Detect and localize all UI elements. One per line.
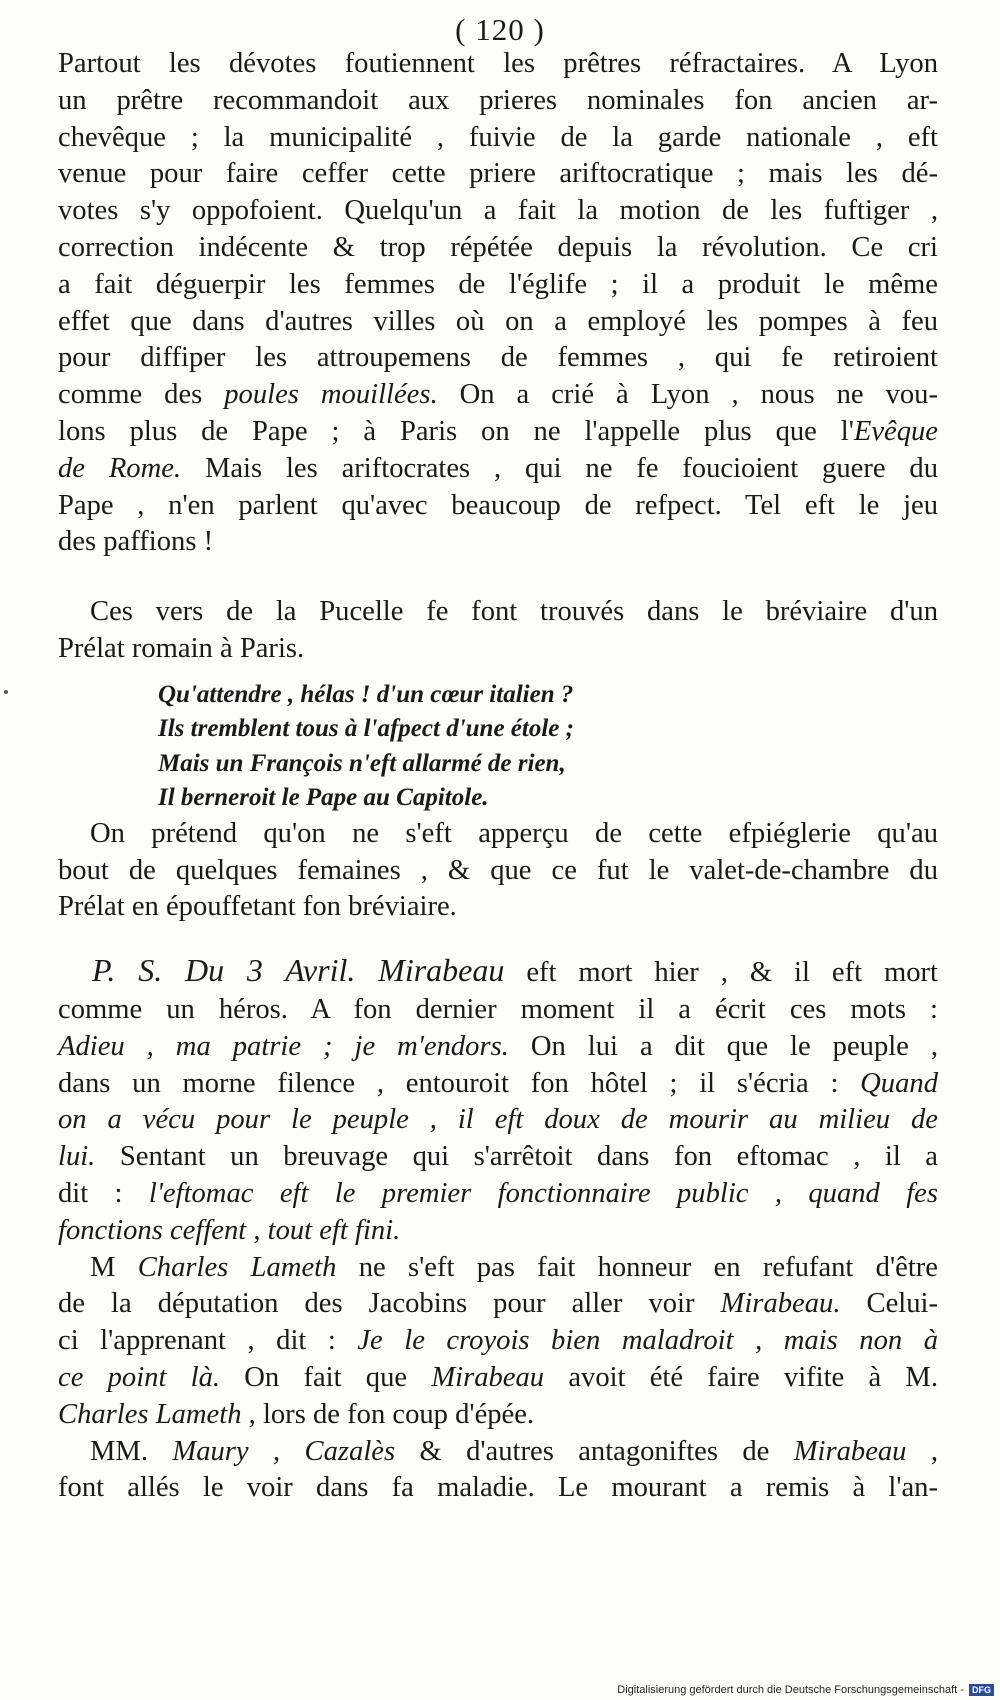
text-run: ci l'apprenant , dit : [58,1325,358,1357]
page-body [58,46,938,1507]
text-line [58,1360,938,1397]
verse-line: Il berneroit le Pape au Capitole. [158,784,489,812]
text-line: effet que dans d'autres villes où on a employé les pompes à feu [58,305,938,337]
italic-run: Quand [860,1067,938,1099]
verse-line: Ils tremblent tous à l'afpect d'une étole ; [158,715,574,743]
text-line: comme un héros. A fon dernier moment il a écrit ces mots : [58,993,938,1025]
text-run: On lui a dit que le peuple , [508,1030,939,1062]
text-line: font allés le voir dans fa maladie. Le mourant a remis à l'an- [58,1472,938,1504]
text-run: comme des [58,379,225,411]
text-run: de la députation des Jacobins pour aller voir [58,1288,721,1320]
text-line: Pape , n'en parlent qu'avec beaucoup de refpect. Tel eft le jeu [58,489,938,521]
text-line: correction indécente & trop répétée depuis la révolution. Ce cri [58,231,938,263]
text-line [58,414,938,451]
verse-quote [158,678,938,816]
text-line [58,377,938,414]
paper-speck [4,690,8,694]
paragraph-maury [58,1434,938,1508]
italic-run: Adieu , ma patrie ; je m'endors. [58,1030,509,1062]
page-number: ( 120 ) [455,12,545,47]
text-line: un prêtre recommandoit aux prieres nominales fon ancien ar- [58,84,938,116]
italic-run: ce point là. [58,1361,221,1393]
italic-run: Mirabeau [793,1435,907,1467]
italic-run: Mirabeau. [720,1288,841,1320]
credit-text: Digitalisierung gefördert durch die Deutsche Forschungsgemeinschaft - [617,1683,964,1696]
verse-spacer [58,668,938,678]
text-line [58,1066,938,1103]
text-line [58,1176,938,1213]
italic-run: Maury [172,1435,249,1467]
text-line [58,1213,938,1250]
text-run: , [906,1435,939,1467]
text-run: On fait que [220,1361,432,1393]
text-line: bout de quelques femaines , & que ce fut le valet-de-chambre du [58,854,938,886]
text-run: Sentant un breuvage qui s'arrêtoit dans fon eftomac , il a [95,1141,938,1173]
text-line: votes s'y oppofoient. Quelqu'un a fait la motion de les fuftiger , [58,195,938,227]
paragraph-postscript [58,952,938,1249]
italic-run: poules mouillées. [224,379,438,411]
paragraph-spacer [58,561,938,594]
text-line [58,1029,938,1066]
digitization-credit [617,1684,994,1696]
paragraph-spacer [58,926,938,952]
paragraph-pucelle [58,594,938,668]
italic-run: Charles Lameth [137,1251,337,1283]
text-run: Mais les ariftocrates , qui ne fe foucioient guere du [181,452,938,484]
text-line: Ces vers de la Pucelle fe font trouvés dans le bréviaire d'un [90,596,938,628]
text-line [58,1139,938,1176]
text-line [58,1323,938,1360]
text-line [58,1250,938,1287]
verse-line: Mais un François n'eft allarmé de rien, [158,749,566,777]
text-line [58,1286,938,1323]
text-line: pour diffiper les attroupemens de femmes , qui fe retiroient [58,342,938,374]
italic-run: l'eftomac eft le premier fonctionnaire public , quand fes [148,1177,938,1209]
text-run: , lors de fon coup d'épée. [241,1398,535,1430]
text-run: MM. [90,1435,173,1467]
text-line: Prélat en épouffetant fon bréviaire. [58,891,457,923]
text-run: & d'autres antagoniftes de [395,1435,794,1467]
italic-run: Charles Lameth [58,1398,242,1430]
italic-run: de Rome. [58,452,182,484]
text-line: chevêque ; la municipalité , fuivie de la garde nationale , eft [58,121,938,153]
text-run: lons plus de Pape ; à Paris on ne l'appelle plus que l' [58,415,854,447]
paragraph-espieglerie [58,816,938,926]
text-run: dans un morne filence , entouroit fon hôtel ; il s'écria : [58,1067,861,1099]
paragraph-lyon [58,46,938,561]
text-run: , [248,1435,305,1467]
text-line: venue pour faire ceffer cette priere ariftocratique ; mais les dé- [58,158,938,190]
dfg-logo: DFG [969,1684,994,1696]
text-run: On a crié à Lyon , nous ne vou- [437,379,938,411]
italic-run: fonctions ceffent , tout eft fini. [58,1214,401,1246]
text-line: des paffions ! [58,526,214,558]
verse-line: Qu'attendre , hélas ! d'un cœur italien ? [158,680,574,708]
text-line [58,1434,938,1471]
italic-run: lui. [58,1141,96,1173]
italic-run: Mirabeau [431,1361,545,1393]
text-line [58,1397,938,1434]
italic-run: Cazalès [304,1435,396,1467]
text-line [58,451,938,488]
text-line: Prélat romain à Paris. [58,632,305,664]
text-line: a fait déguerpir les femmes de l'églife ; il a produit le même [58,268,938,300]
postscript-heading: P. S. Du 3 Avril. Mirabeau [92,952,505,989]
italic-run: Evêque [853,415,938,447]
text-line: Partout les dévotes foutiennent les prêtres réfractaires. A Lyon [58,48,938,79]
text-run: dit : [58,1177,149,1209]
text-run: eft mort hier , & il eft mort [504,957,939,989]
text-line [58,1102,938,1139]
text-run: avoit été faire vifite à M. [544,1361,938,1393]
italic-run: Je le croyois bien maladroit , mais non à [357,1325,938,1357]
text-run: M [90,1251,138,1283]
text-run: Celui- [840,1288,938,1320]
text-line: On prétend qu'on ne s'eft apperçu de cette efpiéglerie qu'au [90,817,938,849]
text-line [58,952,938,992]
italic-run: on a vécu pour le peuple , il eft doux de mourir au milieu de [58,1104,938,1136]
text-run: ne s'eft pas fait honneur en refufant d'être [336,1251,938,1283]
paragraph-lameth [58,1250,938,1434]
